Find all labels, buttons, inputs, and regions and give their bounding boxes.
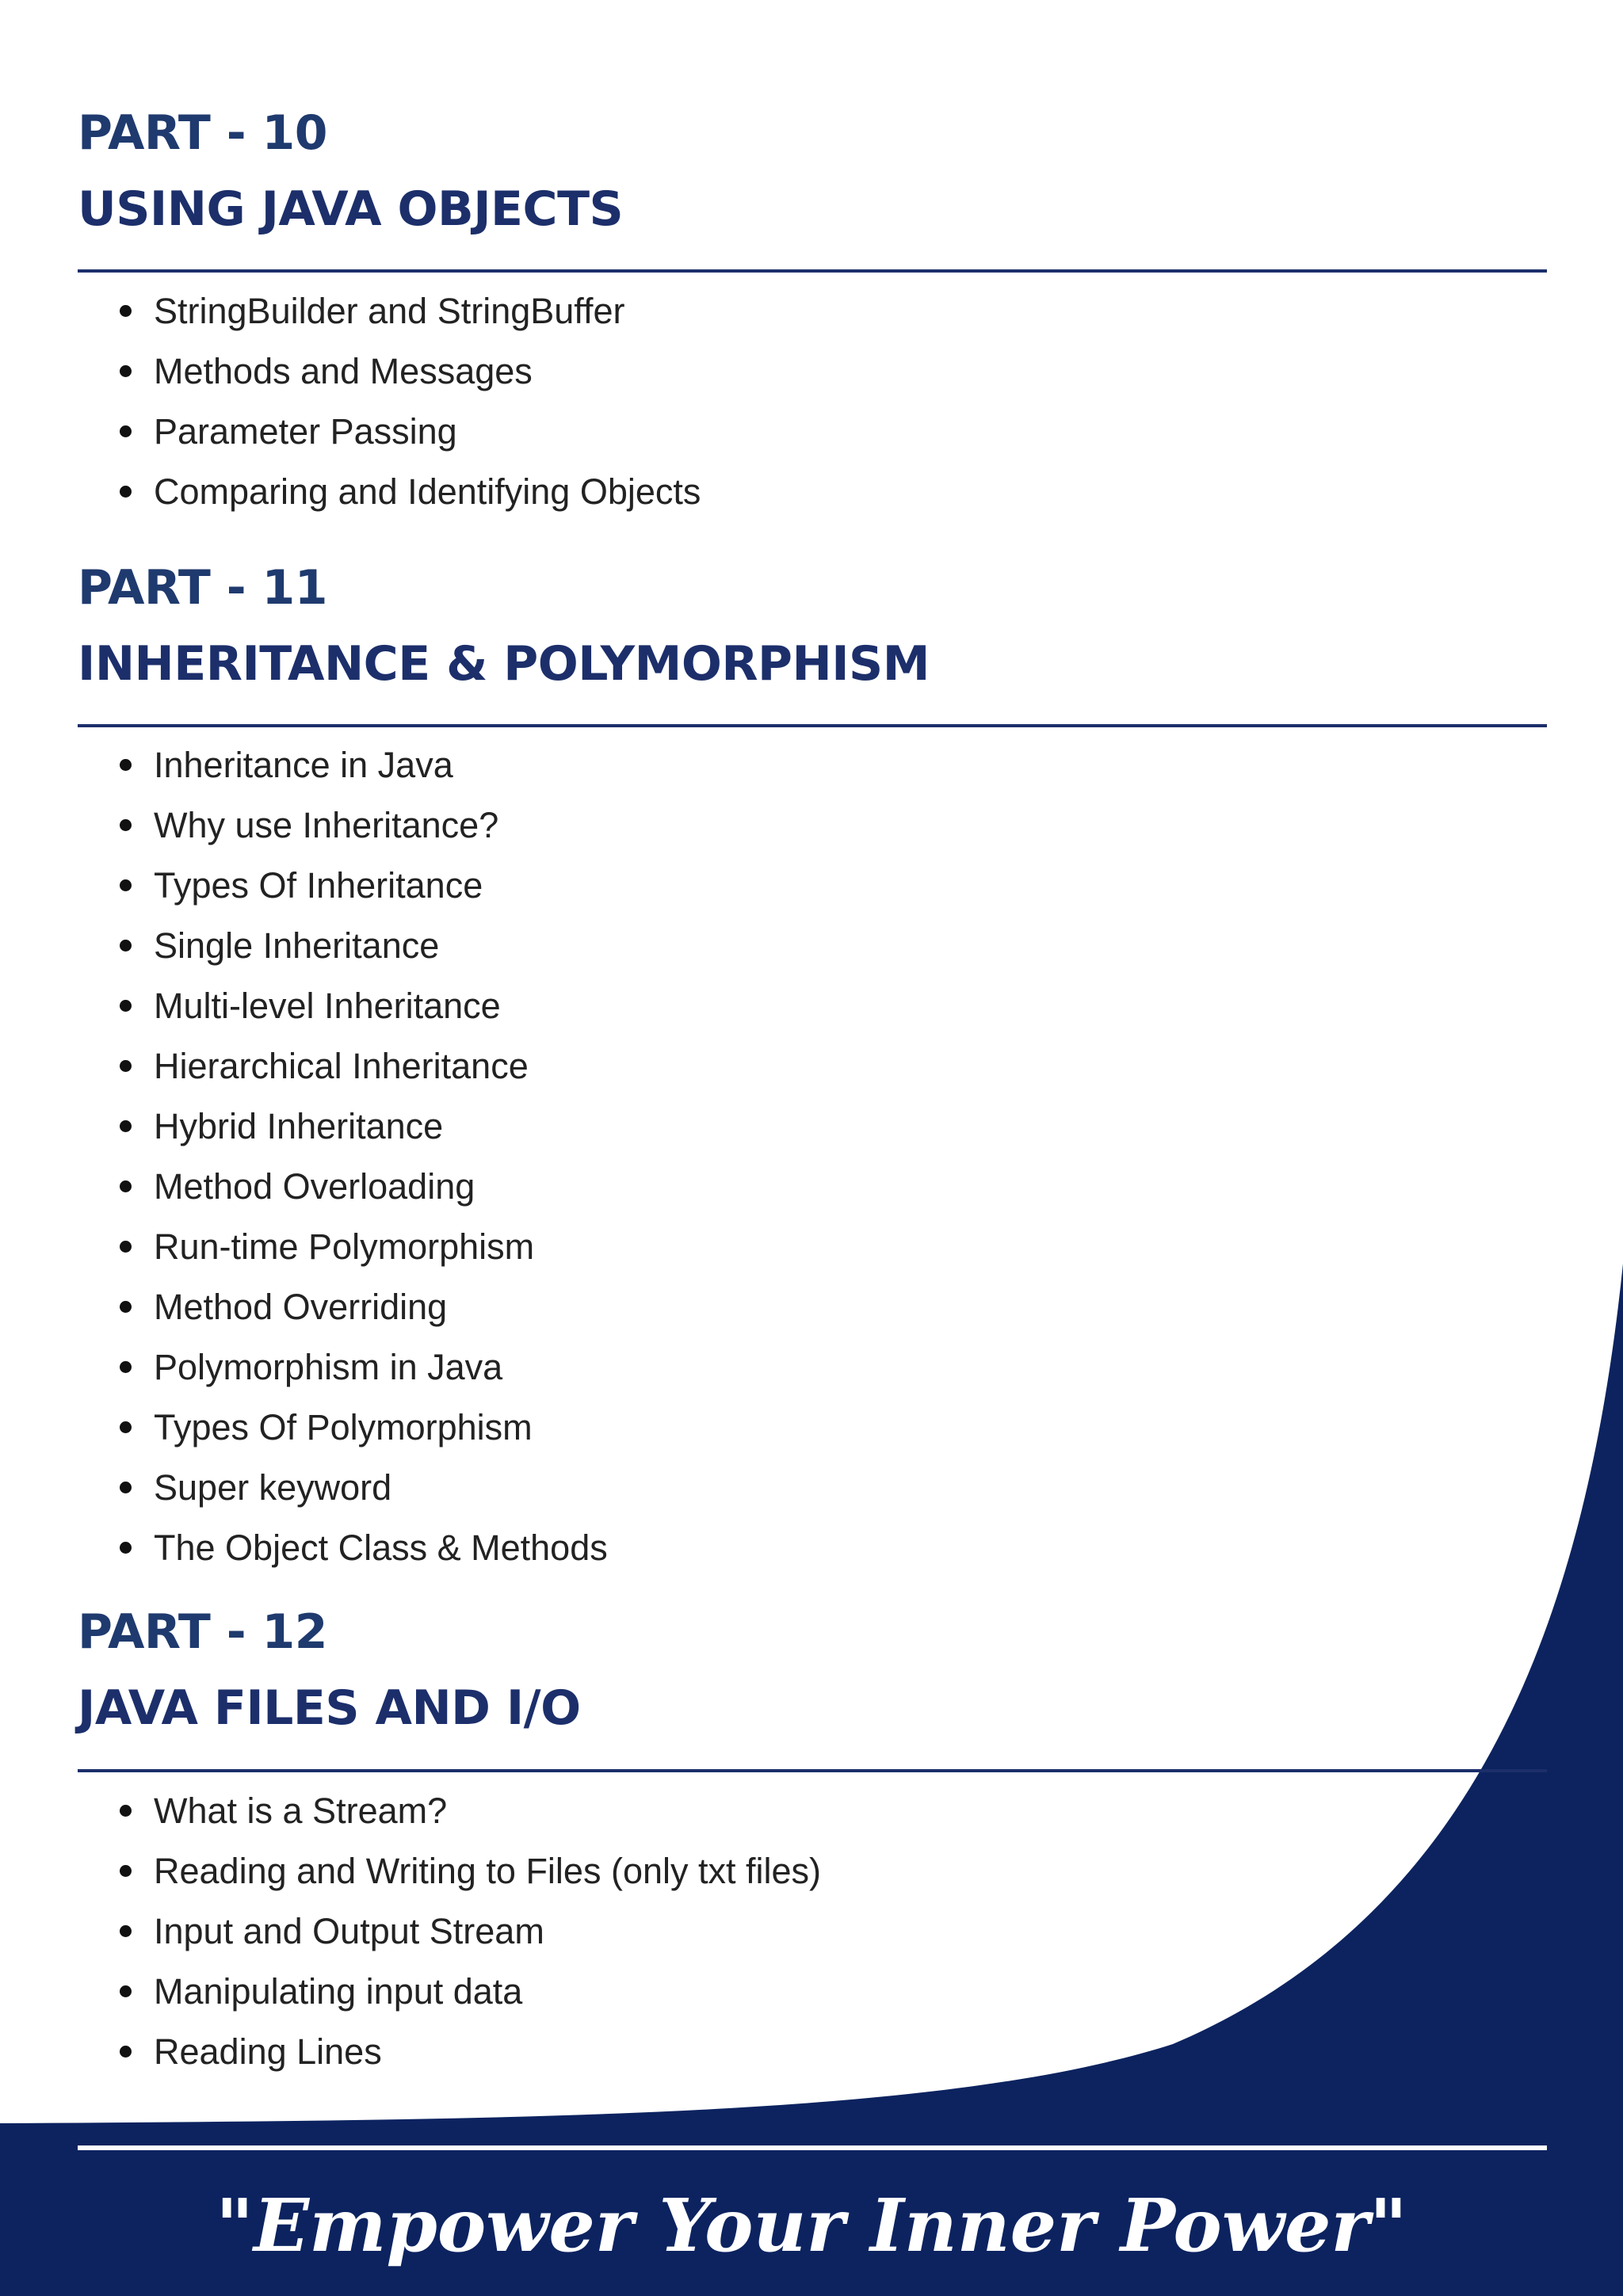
bullet-icon: [120, 1301, 132, 1313]
list-item: Method Overloading: [78, 1157, 608, 1217]
part-number: PART - 12: [78, 1604, 328, 1660]
footer-band: [0, 2123, 1623, 2296]
bullet-icon: [120, 940, 132, 952]
list-item: The Object Class & Methods: [78, 1518, 608, 1578]
topic-list-part-11: [78, 735, 608, 1578]
bullet-icon: [120, 305, 132, 317]
bullet-icon: [120, 879, 132, 891]
bullet-icon: [120, 1060, 132, 1072]
section-divider: [78, 724, 1547, 727]
bullet-icon: [120, 1985, 132, 1997]
list-item: Polymorphism in Java: [78, 1337, 608, 1398]
list-item: Method Overriding: [78, 1277, 608, 1337]
list-item: Reading Lines: [78, 2022, 821, 2082]
list-item: Why use Inheritance?: [78, 795, 608, 856]
list-item: Reading and Writing to Files (only txt files): [78, 1841, 821, 1901]
list-item: Parameter Passing: [78, 402, 701, 462]
bullet-icon: [120, 1805, 132, 1817]
bullet-icon: [120, 819, 132, 831]
bullet-icon: [120, 1482, 132, 1493]
bullet-icon: [120, 1542, 132, 1554]
bullet-icon: [120, 1925, 132, 1937]
bullet-icon: [120, 486, 132, 498]
part-title: INHERITANCE & POLYMORPHISM: [78, 636, 930, 692]
bullet-icon: [120, 1421, 132, 1433]
topic-list-part-12: [78, 1781, 821, 2082]
bullet-icon: [120, 1180, 132, 1192]
list-item: Manipulating input data: [78, 1962, 821, 2022]
list-item: StringBuilder and StringBuffer: [78, 281, 701, 341]
footer-divider: [78, 2145, 1547, 2150]
part-number: PART - 10: [78, 105, 328, 161]
list-item: Input and Output Stream: [78, 1901, 821, 1962]
part-title: JAVA FILES AND I/O: [78, 1680, 581, 1736]
list-item: Hierarchical Inheritance: [78, 1036, 608, 1097]
tagline: "Empower Your Inner Power": [216, 2183, 1407, 2268]
list-item: Types Of Inheritance: [78, 856, 608, 916]
part-title: USING JAVA OBJECTS: [78, 181, 624, 237]
topic-list-part-10: [78, 281, 701, 522]
list-item: Hybrid Inheritance: [78, 1097, 608, 1157]
section-part-11: [78, 550, 1547, 702]
bullet-icon: [120, 2046, 132, 2058]
list-item: Single Inheritance: [78, 916, 608, 976]
bullet-icon: [120, 425, 132, 437]
list-item: Types Of Polymorphism: [78, 1398, 608, 1458]
part-number: PART - 11: [78, 560, 328, 616]
list-item: What is a Stream?: [78, 1781, 821, 1841]
list-item: Super keyword: [78, 1458, 608, 1518]
bullet-icon: [120, 1361, 132, 1373]
list-item: Comparing and Identifying Objects: [78, 462, 701, 522]
list-item: Multi-level Inheritance: [78, 976, 608, 1036]
bullet-icon: [120, 1120, 132, 1132]
bullet-icon: [120, 1241, 132, 1253]
section-part-10: [78, 95, 1547, 247]
list-item: Methods and Messages: [78, 341, 701, 402]
list-item: Run-time Polymorphism: [78, 1217, 608, 1277]
bullet-icon: [120, 1865, 132, 1877]
section-divider: [78, 269, 1547, 273]
bullet-icon: [120, 365, 132, 377]
section-divider: [78, 1769, 1547, 1772]
section-part-12: [78, 1594, 1547, 1746]
bullet-icon: [120, 759, 132, 771]
list-item: Inheritance in Java: [78, 735, 608, 795]
bullet-icon: [120, 1000, 132, 1012]
